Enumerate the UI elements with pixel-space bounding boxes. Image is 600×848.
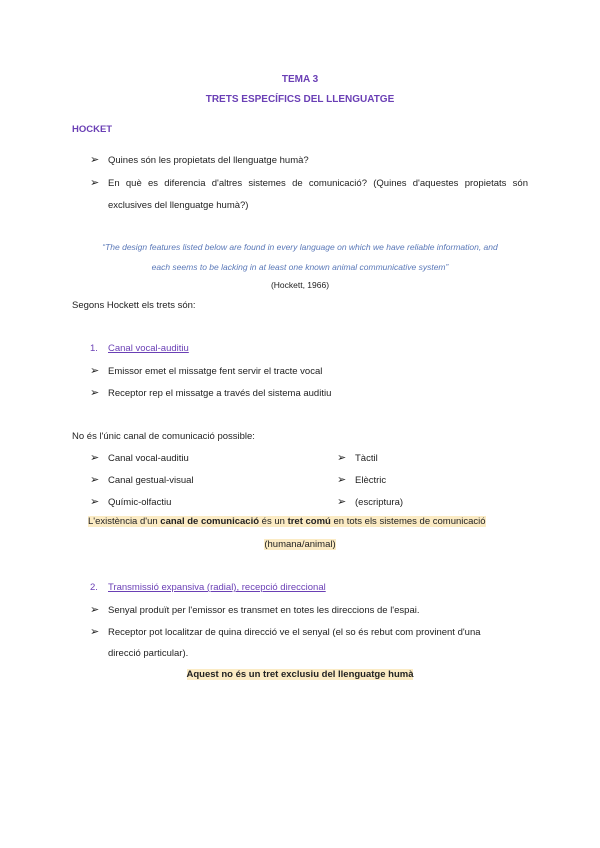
intro-text: Segons Hockett els trets són:	[72, 300, 196, 311]
section-1-heading[interactable]: Canal vocal-auditiu	[108, 343, 189, 354]
channel-right-3: (escriptura)	[355, 497, 404, 508]
page-title: TEMA 3	[281, 74, 319, 85]
channel-right-2: Elèctric	[355, 475, 387, 486]
question-2-cont: exclusives del llenguatge humà?)	[108, 200, 249, 211]
section-1-bullet-2: Receptor rep el missatge a través del sistema auditiu	[108, 388, 332, 399]
section-1-number: 1.	[90, 343, 98, 354]
bullet-arrow-icon: ➢	[337, 496, 347, 508]
highlight-text: és un	[259, 516, 288, 527]
question-2: En què es diferencia d'altres sistemes de comunicació? (Quines d'aquestes propietats són	[108, 178, 528, 189]
section-2-heading[interactable]: Transmissió expansiva (radial), recepció direccional	[108, 582, 326, 593]
section-2-bullet-2-cont: direcció particular).	[108, 648, 189, 659]
highlight-bold-1: canal de comunicació	[160, 516, 260, 527]
highlight-text: en tots els sistemes de comunicació	[330, 516, 486, 527]
bullet-arrow-icon: ➢	[90, 177, 100, 189]
bullet-arrow-icon: ➢	[90, 626, 100, 638]
highlight-bold-2: tret comú	[287, 516, 331, 527]
channel-left-3: Químic-olfactiu	[108, 497, 172, 508]
bullet-arrow-icon: ➢	[90, 365, 100, 377]
bullet-arrow-icon: ➢	[90, 604, 100, 616]
bullet-arrow-icon: ➢	[90, 387, 100, 399]
section-2-bullet-1: Senyal produït per l'emissor es transmet en totes les direccions de l'espai.	[108, 605, 420, 616]
quote-line-2: each seems to be lacking in at least one known animal communicative system”	[151, 262, 449, 272]
bullet-arrow-icon: ➢	[90, 496, 100, 508]
bullet-arrow-icon: ➢	[90, 452, 100, 464]
question-1: Quines són les propietats del llenguatge humà?	[108, 155, 309, 166]
section-1-bullet-1: Emissor emet el missatge fent servir el tracte vocal	[108, 366, 323, 377]
channel-left-2: Canal gestual-visual	[108, 475, 194, 486]
highlight-text: (humana/animal)	[264, 539, 336, 550]
section-2-note	[0, 669, 600, 680]
channels-intro: No és l'únic canal de comunicació possible:	[72, 431, 255, 442]
highlight-line-2	[0, 539, 600, 550]
highlight-line-1	[88, 516, 486, 527]
bullet-arrow-icon: ➢	[90, 474, 100, 486]
quote-citation: (Hockett, 1966)	[270, 280, 330, 290]
bullet-arrow-icon: ➢	[90, 154, 100, 166]
section-2-number: 2.	[90, 582, 98, 593]
bullet-arrow-icon: ➢	[337, 474, 347, 486]
bullet-arrow-icon: ➢	[337, 452, 347, 464]
page-subtitle: TRETS ESPECÍFICS DEL LLENGUATGE	[205, 94, 395, 105]
highlight-text: L'existència d'un	[88, 516, 161, 527]
section-2-note-text: Aquest no és un tret exclusiu del llenguatge humà	[186, 669, 414, 680]
channel-right-1: Tàctil	[355, 453, 378, 464]
quote-line-1: “The design features listed below are found in every language on which we have reliable information, and	[102, 242, 498, 252]
section-2-bullet-2: Receptor pot localitzar de quina direcció ve el senyal (el so és rebut com provinent d'una	[108, 627, 481, 638]
channel-left-1: Canal vocal-auditiu	[108, 453, 189, 464]
section-label: HOCKET	[72, 124, 113, 135]
